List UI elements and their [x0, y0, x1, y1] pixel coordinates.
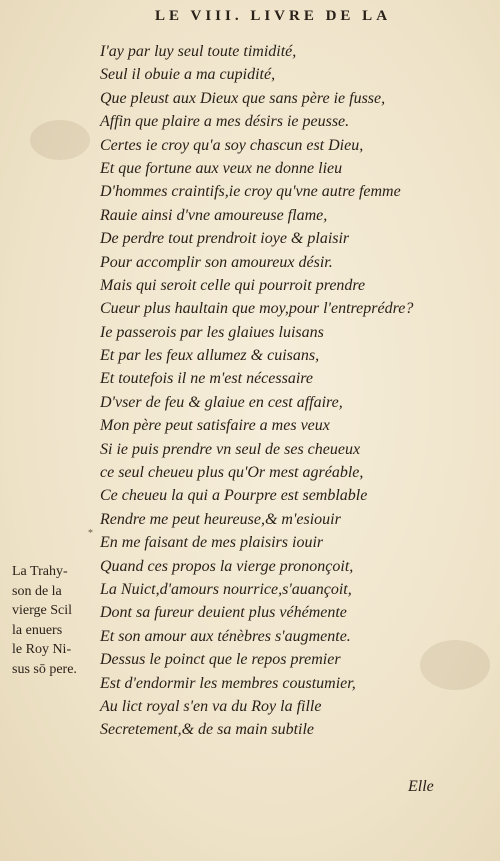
catchword: Elle [408, 778, 434, 795]
verse-line: Mon père peut satisfaire a mes veux [100, 417, 330, 435]
verse-line: Et que fortune aux veux ne donne lieu [100, 159, 343, 177]
marginal-note-line: la enuers [12, 622, 63, 638]
marginal-note [12, 562, 98, 679]
verse-line: Cueur plus haultain que moy,pour l'entreprédre? [100, 300, 414, 318]
verse-line: Au lict royal s'en va du Roy la fille [100, 697, 322, 715]
marginal-note-line: son de la [12, 583, 62, 599]
verse-line: ce seul cheueu plus qu'Or mest agréable, [100, 464, 364, 482]
verse-line: Secretement,& de sa main subtile [100, 721, 315, 739]
verse-line: Ce cheueu la qui a Pourpre est semblable [100, 487, 368, 505]
marginal-note-line: le Roy Ni- [12, 642, 72, 657]
verse-line: De perdre tout prendroit ioye & plaisir [100, 230, 350, 248]
running-head: LE VIII. LIVRE DE LA [155, 8, 392, 24]
verse-line: D'vser de feu & glaiue en cest affaire, [100, 393, 343, 411]
verse-line: La Nuict,d'amours nourrice,s'auançoit, [100, 580, 352, 598]
verse-line: Rendre me peut heureuse,& m'esiouir [100, 510, 341, 528]
verse-line: Que pleust aux Dieux que sans père ie fusse, [100, 89, 386, 107]
verse-block [100, 40, 492, 742]
verse-line: Est d'endormir les membres coustumier, [100, 674, 356, 692]
verse-line: Et son amour aux ténèbres s'augmente. [100, 627, 351, 645]
verse-line: Affin que plaire a mes désirs ie peusse. [100, 113, 350, 131]
marginal-note-line: vierge Scil [12, 603, 73, 618]
verse-line: Seul il obuie a ma cupidité, [100, 66, 276, 84]
verse-line: Dont sa fureur deuient plus véhémente [100, 604, 347, 622]
paper-stain [30, 120, 90, 160]
verse-line: D'hommes craintifs,ie croy qu'vne autre femme [100, 183, 401, 201]
verse-line: Pour accomplir son amoureux désir. [100, 253, 333, 271]
margin-asterisk: * [88, 528, 93, 539]
verse-line: Mais qui seroit celle qui pourroit prendre [100, 276, 366, 294]
marginal-note-line: La Trahy- [12, 564, 68, 579]
verse-line: Quand ces propos la vierge prononçoit, [100, 557, 354, 575]
verse-line: I'ay par luy seul toute timidité, [100, 43, 297, 60]
verse-line: Et par les feux allumez & cuisans, [100, 347, 320, 365]
verse-line: Si ie puis prendre vn seul de ses cheueux [100, 440, 361, 458]
verse-line: En me faisant de mes plaisirs iouir [100, 534, 324, 552]
verse-line: Rauie ainsi d'vne amoureuse flame, [100, 206, 328, 224]
verse-line: Dessus le poinct que le repos premier [100, 651, 341, 669]
verse-line: Certes ie croy qu'a soy chascun est Dieu, [100, 136, 364, 154]
marginal-note-line: sus sō pere. [12, 661, 77, 677]
verse-line: Ie passerois par les glaiues luisans [100, 323, 324, 341]
verse-line: Et toutefois il ne m'est nécessaire [100, 370, 314, 388]
